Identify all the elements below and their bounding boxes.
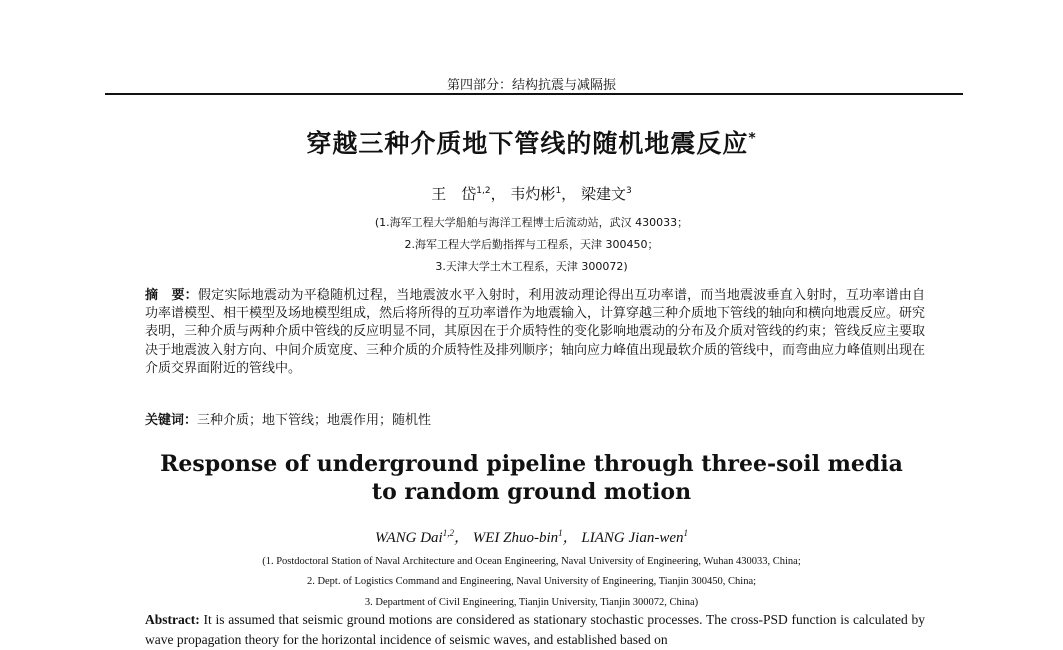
author-affiliation-mark: 3 bbox=[625, 186, 632, 196]
author-name: WANG Dai bbox=[375, 530, 443, 546]
chinese-keywords bbox=[145, 409, 925, 428]
english-title-line-2: to random ground motion bbox=[371, 479, 692, 505]
author-affiliation-mark: 1 bbox=[555, 186, 562, 196]
english-abstract-label: Abstract: bbox=[145, 612, 200, 627]
author-separator: ， bbox=[490, 185, 506, 203]
author-name: LIANG Jian-wen bbox=[581, 530, 684, 546]
author-affiliation-mark: 1,2 bbox=[442, 528, 454, 538]
chinese-keywords-label: 关键词： bbox=[145, 413, 198, 428]
chinese-abstract-text: 假定实际地震动为平稳随机过程，当地震波水平入射时，利用波动理论得出互功率谱，而当地震波垂直入射时，互功率谱由自功率谱模型、相干模型及场地模型组成，然后将所得的互功率谱作为地震输入，计算穿越三种介质地下管线的轴向和横向地震反应。研究表明，三种介质与两种介质中管线的反应明显不同，其原因在于介质特性的变化影响地震动的分布及介质对管线的约束；管线反应主要取决于地震波入射方向、中间介质宽度、三种介质的介质特性及排列顺序；轴向应力峰值出现最软介质的管线中，而弯曲应力峰值则出现在介质交界面附近的管线中。 bbox=[145, 288, 926, 376]
author-name: 梁建文 bbox=[580, 185, 626, 203]
author-affiliation-mark: 1,2 bbox=[476, 186, 491, 196]
chinese-abstract-label: 摘 要： bbox=[145, 288, 198, 303]
english-affiliation-1: (1. Postdoctoral Station of Naval Architecture and Ocean Engineering, Naval University of Engineering, Wuhan 430033, China; bbox=[262, 556, 801, 567]
author-affiliation-mark: 1 bbox=[558, 528, 563, 538]
author-separator: ， bbox=[453, 530, 469, 546]
chinese-authors bbox=[0, 183, 1063, 204]
author-affiliation-mark: 1 bbox=[683, 528, 688, 538]
chinese-title-text: 穿越三种介质地下管线的随机地震反应 bbox=[306, 129, 749, 158]
english-affiliation-2: 2. Dept. of Logistics Command and Engineering, Naval University of Engineering, Tianjin 300450, China; bbox=[306, 576, 757, 587]
chinese-abstract bbox=[145, 287, 925, 378]
english-title-line-1: Response of underground pipeline through three-soil media bbox=[160, 451, 903, 477]
running-header: 第四部分：结构抗震与减隔振 bbox=[446, 78, 616, 93]
chinese-affiliation-1: (1.海军工程大学船舶与海洋工程博士后流动站，武汉 430033； bbox=[374, 216, 689, 229]
english-abstract bbox=[145, 610, 925, 650]
chinese-title bbox=[0, 124, 1063, 160]
chinese-affiliation-3: 3.天津大学土木工程系，天津 300072) bbox=[435, 260, 628, 273]
author-name: WEI Zhuo-bin bbox=[472, 530, 559, 546]
author-name: 韦灼彬 bbox=[510, 185, 556, 203]
author-separator: ， bbox=[561, 185, 577, 203]
english-authors bbox=[0, 526, 1063, 547]
author-name: 王 岱 bbox=[431, 185, 477, 203]
english-title bbox=[0, 450, 1063, 506]
header-rule bbox=[105, 93, 963, 95]
chinese-affiliation-2: 2.海军工程大学后勤指挥与工程系，天津 300450； bbox=[404, 238, 659, 251]
author-separator: ， bbox=[562, 530, 578, 546]
english-affiliation-3: 3. Department of Civil Engineering, Tianjin University, Tianjin 300072, China) bbox=[364, 597, 699, 608]
english-abstract-text: It is assumed that seismic ground motions are considered as stationary stochastic processes. The cross-PSD function is calculated by wave propagation theory for the horizontal incidence of seismic waves, and established based on bbox=[145, 612, 926, 647]
title-footnote-mark: * bbox=[748, 130, 757, 147]
chinese-keywords-text: 三种介质；地下管线；地震作用；随机性 bbox=[197, 413, 432, 428]
